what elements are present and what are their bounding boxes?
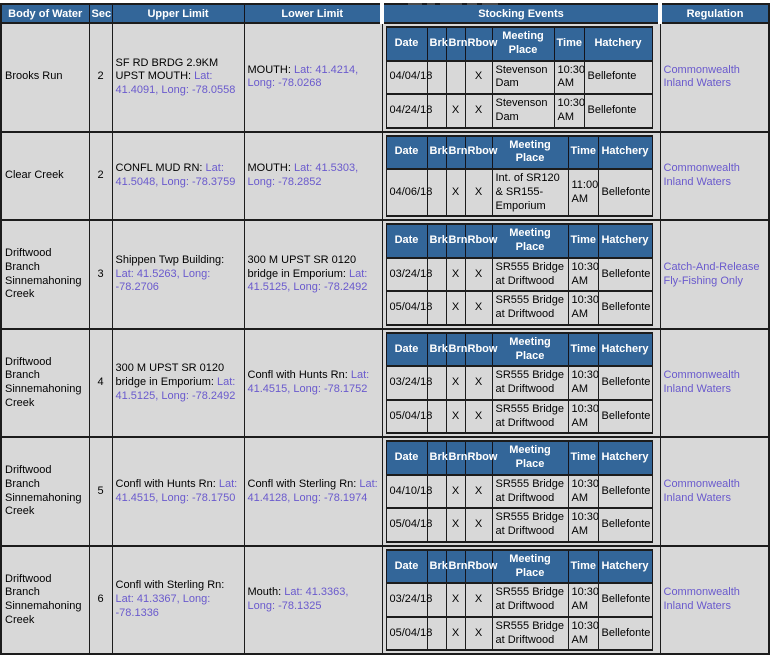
lower-limit-coords-link[interactable]: Lat: 41.4128, Long: -78.1974: [247, 477, 378, 504]
event-meeting-place: SR555 Bridge at Driftwood: [492, 583, 568, 617]
event-brn: X: [446, 508, 465, 542]
upper-limit-coords-link[interactable]: Lat: 41.4091, Long: -78.0558: [115, 70, 236, 97]
event-date: 05/04/18: [386, 291, 427, 325]
lower-limit-name: Confl with Hunts Rn:: [247, 369, 348, 382]
event-meeting-place: SR555 Bridge at Driftwood: [492, 291, 568, 325]
events-col-brn: Brn: [446, 27, 465, 61]
upper-limit-name: Confl with Sterling Rn:: [115, 579, 225, 592]
lower-limit-cell: [244, 329, 382, 438]
stocking-schedule-page: [0, 3, 768, 646]
regulation-cell: [660, 329, 769, 438]
stocking-events-cell: [382, 546, 660, 655]
events-col-hatchery: Hatchery: [598, 550, 652, 584]
event-date: 05/04/18: [386, 508, 427, 542]
lower-limit-coords-link[interactable]: Lat: 41.4214, Long: -78.0268: [247, 63, 359, 90]
event-hatchery: Bellefonte: [598, 366, 652, 400]
col-header-stocking-events: Stocking Events: [382, 4, 660, 23]
stocking-event-row: [386, 366, 652, 400]
col-header-sec: Sec: [89, 4, 112, 23]
events-header-row: [386, 550, 652, 584]
body-of-water-cell: Clear Creek: [1, 132, 89, 221]
events-col-brk: Brk: [427, 333, 446, 367]
stocking-event-row: [386, 258, 652, 292]
event-hatchery: Bellefonte: [598, 169, 652, 216]
events-col-date: Date: [386, 136, 427, 170]
stocking-events-table: [386, 223, 653, 326]
lower-limit-cell: [244, 23, 382, 132]
events-col-rbow: Rbow: [465, 441, 492, 475]
events-col-meeting-place: Meeting Place: [492, 224, 568, 258]
events-col-hatchery: Hatchery: [598, 441, 652, 475]
main-header-row: [1, 4, 769, 23]
events-col-rbow: Rbow: [465, 27, 492, 61]
col-header-regulation: Regulation: [660, 4, 769, 23]
event-brn: X: [446, 258, 465, 292]
events-col-time: Time: [568, 136, 598, 170]
events-col-brk: Brk: [427, 441, 446, 475]
body-of-water-cell: Driftwood Branch Sinnemahoning Creek: [1, 329, 89, 438]
table-row: [1, 132, 769, 221]
event-time: 10:30 AM: [568, 508, 598, 542]
event-rbow: X: [465, 366, 492, 400]
stocking-event-row: [386, 583, 652, 617]
lower-limit-cell: [244, 132, 382, 221]
event-time: 10:30 AM: [568, 583, 598, 617]
table-row: [1, 23, 769, 132]
events-col-brk: Brk: [427, 136, 446, 170]
event-date: 04/06/18: [386, 169, 427, 216]
event-time: 10:30 AM: [568, 617, 598, 651]
upper-limit-coords-link[interactable]: Lat: 41.5263, Long: -78.2706: [115, 267, 211, 294]
stocking-event-row: [386, 475, 652, 509]
event-brn: X: [446, 291, 465, 325]
upper-limit-coords-link[interactable]: Lat: 41.5048, Long: -78.3759: [115, 162, 236, 188]
events-col-rbow: Rbow: [465, 136, 492, 170]
stocking-events-table: [386, 332, 653, 435]
events-col-time: Time: [568, 224, 598, 258]
events-col-hatchery: Hatchery: [598, 224, 652, 258]
event-date: 05/04/18: [386, 617, 427, 651]
upper-limit-cell: [112, 132, 244, 221]
events-col-meeting-place: Meeting Place: [492, 136, 568, 170]
events-col-rbow: Rbow: [465, 333, 492, 367]
event-brn: X: [446, 169, 465, 216]
events-col-time: Time: [554, 27, 584, 61]
events-col-date: Date: [386, 27, 427, 61]
body-of-water-cell: Driftwood Branch Sinnemahoning Creek: [1, 437, 89, 546]
event-brn: X: [446, 366, 465, 400]
events-header-row: [386, 224, 652, 258]
event-hatchery: Bellefonte: [598, 583, 652, 617]
regulation-cell: [660, 437, 769, 546]
lower-limit-name: MOUTH:: [247, 162, 291, 175]
body-of-water-cell: Driftwood Branch Sinnemahoning Creek: [1, 546, 89, 655]
event-hatchery: Bellefonte: [598, 258, 652, 292]
col-header-lower-limit: Lower Limit: [244, 4, 382, 23]
upper-limit-cell: [112, 546, 244, 655]
upper-limit-name: 300 M UPST SR 0120 bridge in Emporium:: [115, 362, 225, 389]
event-hatchery: Bellefonte: [598, 475, 652, 509]
event-rbow: X: [465, 61, 492, 95]
events-col-brn: Brn: [446, 136, 465, 170]
event-meeting-place: Stevenson Dam: [492, 94, 554, 128]
lower-limit-cell: [244, 220, 382, 329]
event-meeting-place: Int. of SR120 & SR155-Emporium: [492, 169, 568, 216]
event-rbow: X: [465, 400, 492, 434]
stocking-event-row: [386, 617, 652, 651]
stocking-event-row: [386, 61, 652, 95]
stocking-events-cell: [382, 220, 660, 329]
events-col-brk: Brk: [427, 27, 446, 61]
events-col-date: Date: [386, 224, 427, 258]
upper-limit-name: Shippen Twp Building:: [115, 253, 225, 266]
event-time: 10:30 AM: [568, 400, 598, 434]
regulation-link[interactable]: Commonwealth Inland Waters: [663, 63, 740, 90]
events-col-time: Time: [568, 550, 598, 584]
event-brn: X: [446, 617, 465, 651]
event-hatchery: Bellefonte: [584, 94, 652, 128]
lower-limit-coords-link[interactable]: Lat: 41.3363, Long: -78.1325: [247, 586, 349, 612]
stocking-event-row: [386, 400, 652, 434]
stocking-event-row: [386, 291, 652, 325]
events-header-row: [386, 441, 652, 475]
regulation-cell: [660, 23, 769, 132]
events-col-time: Time: [568, 333, 598, 367]
lower-limit-name: Confl with Sterling Rn:: [247, 477, 357, 490]
section-cell: 2: [89, 23, 112, 132]
upper-limit-coords-link[interactable]: Lat: 41.4515, Long: -78.1750: [115, 477, 238, 504]
lower-limit-coords-link[interactable]: Lat: 41.5303, Long: -78.2852: [247, 162, 359, 188]
upper-limit-cell: [112, 23, 244, 132]
events-col-date: Date: [386, 333, 427, 367]
stocking-events-table: [386, 135, 653, 218]
events-col-meeting-place: Meeting Place: [492, 441, 568, 475]
upper-limit-cell: [112, 220, 244, 329]
upper-limit-name: SF RD BRDG 2.9KM UPST MOUTH:: [115, 56, 219, 83]
events-col-brn: Brn: [446, 333, 465, 367]
regulation-link[interactable]: Commonwealth Inland Waters: [663, 586, 740, 612]
event-brn: X: [446, 94, 465, 128]
events-header-row: [386, 333, 652, 367]
lower-limit-cell: [244, 546, 382, 655]
table-row: [1, 437, 769, 546]
event-rbow: X: [465, 617, 492, 651]
event-date: 05/04/18: [386, 400, 427, 434]
events-col-date: Date: [386, 550, 427, 584]
regulation-cell: [660, 132, 769, 221]
event-meeting-place: Stevenson Dam: [492, 61, 554, 95]
events-col-time: Time: [568, 441, 598, 475]
event-rbow: X: [465, 475, 492, 509]
stocking-events-cell: [382, 23, 660, 132]
event-brn: X: [446, 583, 465, 617]
table-row: [1, 220, 769, 329]
stocking-events-table: [386, 549, 653, 652]
section-cell: 4: [89, 329, 112, 438]
event-date: 04/04/18: [386, 61, 427, 95]
event-rbow: X: [465, 169, 492, 216]
stocking-events-table: [386, 26, 653, 129]
event-date: 03/24/18: [386, 366, 427, 400]
event-hatchery: Bellefonte: [598, 617, 652, 651]
event-hatchery: Bellefonte: [598, 291, 652, 325]
event-time: 10:30 AM: [568, 258, 598, 292]
stocking-events-cell: [382, 329, 660, 438]
section-cell: 5: [89, 437, 112, 546]
event-meeting-place: SR555 Bridge at Driftwood: [492, 508, 568, 542]
events-col-hatchery: Hatchery: [598, 136, 652, 170]
events-header-row: [386, 136, 652, 170]
event-date: 04/10/18: [386, 475, 427, 509]
event-time: 10:30 AM: [568, 475, 598, 509]
event-hatchery: Bellefonte: [584, 61, 652, 95]
lower-limit-coords-link[interactable]: Lat: 41.5125, Long: -78.2492: [247, 267, 368, 294]
lower-limit-cell: [244, 437, 382, 546]
stocking-events-cell: [382, 132, 660, 221]
event-rbow: X: [465, 94, 492, 128]
events-col-brk: Brk: [427, 224, 446, 258]
regulation-link[interactable]: Commonwealth Inland Waters: [663, 162, 740, 188]
stocking-events-cell: [382, 437, 660, 546]
events-col-brn: Brn: [446, 550, 465, 584]
event-brn: X: [446, 475, 465, 509]
upper-limit-cell: [112, 329, 244, 438]
regulation-cell: [660, 220, 769, 329]
events-col-brn: Brn: [446, 224, 465, 258]
event-time: 10:30 AM: [568, 366, 598, 400]
stocking-schedule-table: [0, 3, 770, 655]
event-rbow: X: [465, 291, 492, 325]
event-time: 10:30 AM: [554, 61, 584, 95]
stocking-events-table: [386, 440, 653, 543]
upper-limit-name: CONFL MUD RN:: [115, 162, 203, 175]
regulation-link[interactable]: Catch-And-Release Fly-Fishing Only: [663, 260, 760, 287]
regulation-cell: [660, 546, 769, 655]
event-meeting-place: SR555 Bridge at Driftwood: [492, 258, 568, 292]
section-cell: 6: [89, 546, 112, 655]
body-of-water-cell: Brooks Run: [1, 23, 89, 132]
table-row: [1, 546, 769, 655]
events-col-brn: Brn: [446, 441, 465, 475]
lower-limit-coords-link[interactable]: Lat: 41.4515, Long: -78.1752: [247, 369, 370, 395]
event-time: 10:30 AM: [554, 94, 584, 128]
section-cell: 3: [89, 220, 112, 329]
section-cell: 2: [89, 132, 112, 221]
upper-limit-cell: [112, 437, 244, 546]
event-meeting-place: SR555 Bridge at Driftwood: [492, 400, 568, 434]
lower-limit-name: Mouth:: [247, 586, 282, 599]
upper-limit-coords-link[interactable]: Lat: 41.3367, Long: -78.1336: [115, 593, 211, 619]
event-time: 11:00 AM: [568, 169, 598, 216]
event-rbow: X: [465, 508, 492, 542]
col-header-body-of-water: Body of Water: [1, 4, 89, 23]
event-date: 03/24/18: [386, 258, 427, 292]
col-header-upper-limit: Upper Limit: [112, 4, 244, 23]
regulation-link[interactable]: Commonwealth Inland Waters: [663, 477, 740, 504]
events-col-hatchery: Hatchery: [598, 333, 652, 367]
event-meeting-place: SR555 Bridge at Driftwood: [492, 475, 568, 509]
event-brn: X: [446, 400, 465, 434]
events-col-hatchery: Hatchery: [584, 27, 652, 61]
events-col-rbow: Rbow: [465, 550, 492, 584]
lower-limit-name: 300 M UPST SR 0120 bridge in Emporium:: [247, 253, 357, 280]
event-rbow: X: [465, 258, 492, 292]
table-row: [1, 329, 769, 438]
events-col-date: Date: [386, 441, 427, 475]
upper-limit-name: Confl with Hunts Rn:: [115, 477, 216, 490]
events-col-meeting-place: Meeting Place: [492, 27, 554, 61]
stocking-event-row: [386, 508, 652, 542]
events-col-meeting-place: Meeting Place: [492, 333, 568, 367]
event-hatchery: Bellefonte: [598, 400, 652, 434]
events-col-brk: Brk: [427, 550, 446, 584]
regulation-link[interactable]: Commonwealth Inland Waters: [663, 369, 740, 395]
upper-limit-coords-link[interactable]: Lat: 41.5125, Long: -78.2492: [115, 376, 236, 402]
event-meeting-place: SR555 Bridge at Driftwood: [492, 366, 568, 400]
lower-limit-name: MOUTH:: [247, 63, 291, 76]
event-hatchery: Bellefonte: [598, 508, 652, 542]
stocking-event-row: [386, 94, 652, 128]
event-date: 03/24/18: [386, 583, 427, 617]
event-date: 04/24/18: [386, 94, 427, 128]
event-meeting-place: SR555 Bridge at Driftwood: [492, 617, 568, 651]
event-brn: [446, 61, 465, 95]
events-header-row: [386, 27, 652, 61]
stocking-event-row: [386, 169, 652, 216]
body-of-water-cell: Driftwood Branch Sinnemahoning Creek: [1, 220, 89, 329]
events-col-meeting-place: Meeting Place: [492, 550, 568, 584]
event-rbow: X: [465, 583, 492, 617]
events-col-rbow: Rbow: [465, 224, 492, 258]
clipped-text-remnant: [408, 3, 503, 6]
event-time: 10:30 AM: [568, 291, 598, 325]
